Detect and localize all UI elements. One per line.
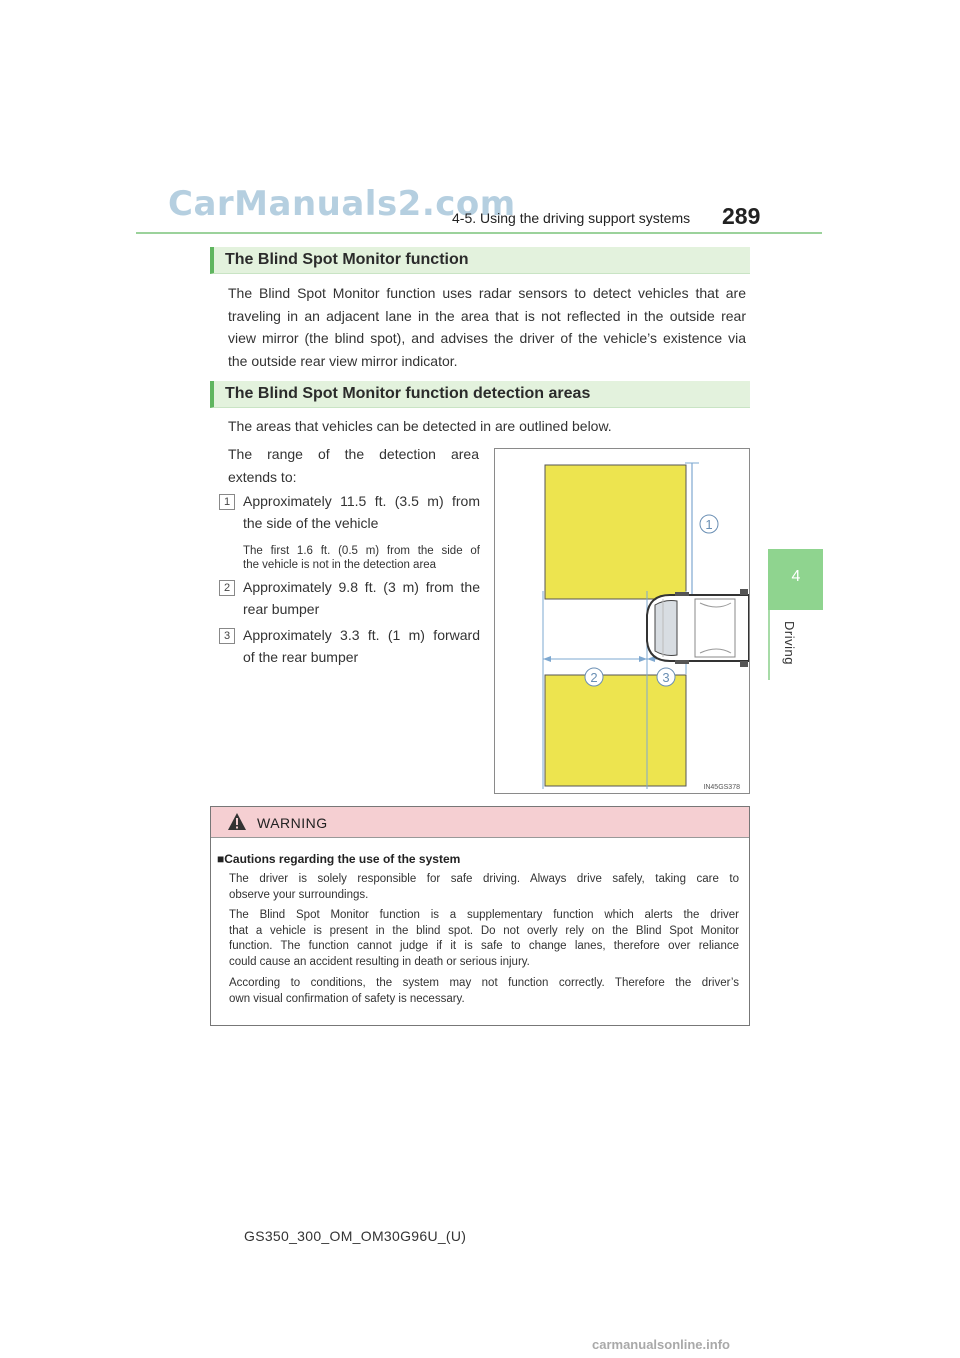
list-item-line: Approximately 3.3 ft. (1 m) forward [243, 627, 480, 643]
section-heading-text: The Blind Spot Monitor function [225, 251, 469, 268]
page-number: 289 [722, 203, 761, 229]
car-icon [647, 589, 749, 667]
dimension-arrow [543, 656, 551, 662]
list-item-line: the side of the vehicle [243, 515, 379, 531]
figure-label-1: 1 [705, 517, 713, 532]
range-text [228, 443, 479, 488]
header-rule [136, 232, 822, 234]
body-line: the outside rear view mirror indicator. [228, 352, 458, 369]
list-number-3: 3 [219, 628, 235, 644]
chapter-divider [768, 610, 770, 680]
list-item-line: Approximately 9.8 ft. (3 m) from the [243, 579, 480, 595]
note-line: The first 1.6 ft. (0.5 m) from the side of [243, 545, 480, 557]
warning-paragraph [229, 976, 739, 1007]
warning-triangle-icon [227, 812, 247, 831]
list-number-2: 2 [219, 580, 235, 596]
note-line: the vehicle is not in the detection area [243, 559, 437, 571]
list-number-1: 1 [219, 494, 235, 510]
warning-line: could cause an accident resulting in death or serious injury. [229, 955, 530, 968]
warning-line: observe your surroundings. [229, 888, 369, 901]
body-line: traveling in an adjacent lane in the area that is not reflected in the outside rear [228, 307, 746, 324]
list-item-line: rear bumper [243, 601, 320, 617]
warning-paragraph [229, 908, 739, 970]
dimension-arrow [639, 656, 647, 662]
warning-line: The Blind Spot Monitor function is a supplementary function which alerts the driver [229, 909, 739, 921]
warning-line: According to conditions, the system may not function correctly. Therefore the driver’s [229, 977, 739, 989]
list-item-line: Approximately 11.5 ft. (3.5 m) from [243, 493, 480, 509]
document-code: GS350_300_OM_OM30G96U_(U) [244, 1228, 467, 1244]
warning-line: own visual confirmation of safety is necessary. [229, 992, 465, 1005]
detection-area-figure [494, 448, 750, 794]
warning-cause-heading: ■Cautions regarding the use of the system [217, 852, 461, 866]
figure-code: IN45GS378 [703, 784, 740, 791]
section-heading-detection-areas [210, 381, 750, 408]
list-item [243, 490, 480, 534]
rear-detection-zone [545, 675, 686, 786]
running-header: 4-5. Using the driving support systems [452, 210, 691, 226]
range-line: The range of the detection area [228, 446, 479, 462]
list-item-note [243, 544, 480, 572]
warning-header [211, 807, 749, 838]
side-detection-zone [545, 465, 686, 599]
chapter-label: Driving [782, 621, 797, 665]
body-line: The Blind Spot Monitor function uses radar sensors to detect vehicles that are [228, 285, 746, 301]
list-item [243, 576, 480, 620]
detection-area-diagram [495, 449, 749, 793]
range-line: extends to: [228, 468, 297, 485]
figure-label-3: 3 [662, 670, 670, 685]
section-intro: The areas that vehicles can be detected in are outlined below. [228, 418, 612, 434]
warning-line: that a vehicle is present in the blind spot. Do not overly rely on the Blind Spot Monitor [229, 924, 739, 937]
list-item-line: of the rear bumper [243, 649, 359, 665]
section-heading-text: The Blind Spot Monitor function detection areas [225, 385, 591, 402]
section-body [228, 282, 746, 372]
watermark-logo: CarManuals2.com [168, 184, 516, 224]
warning-line: function. The function cannot judge if it is safe to change lanes, therefore over reliance [229, 940, 739, 952]
list-item [243, 624, 480, 668]
warning-title: WARNING [257, 815, 328, 831]
warning-box [210, 806, 750, 1026]
warning-paragraph [229, 872, 739, 903]
warning-line: The driver is solely responsible for safe driving. Always drive safely, taking care to [229, 873, 739, 885]
chapter-number: 4 [791, 568, 801, 585]
body-line: view mirror (the blind spot), and advises the driver of the vehicle’s existence via [228, 330, 746, 346]
watermark-bottom: carmanualsonline.info [592, 1337, 730, 1352]
figure-label-2: 2 [590, 670, 598, 685]
section-heading-function [210, 247, 750, 274]
